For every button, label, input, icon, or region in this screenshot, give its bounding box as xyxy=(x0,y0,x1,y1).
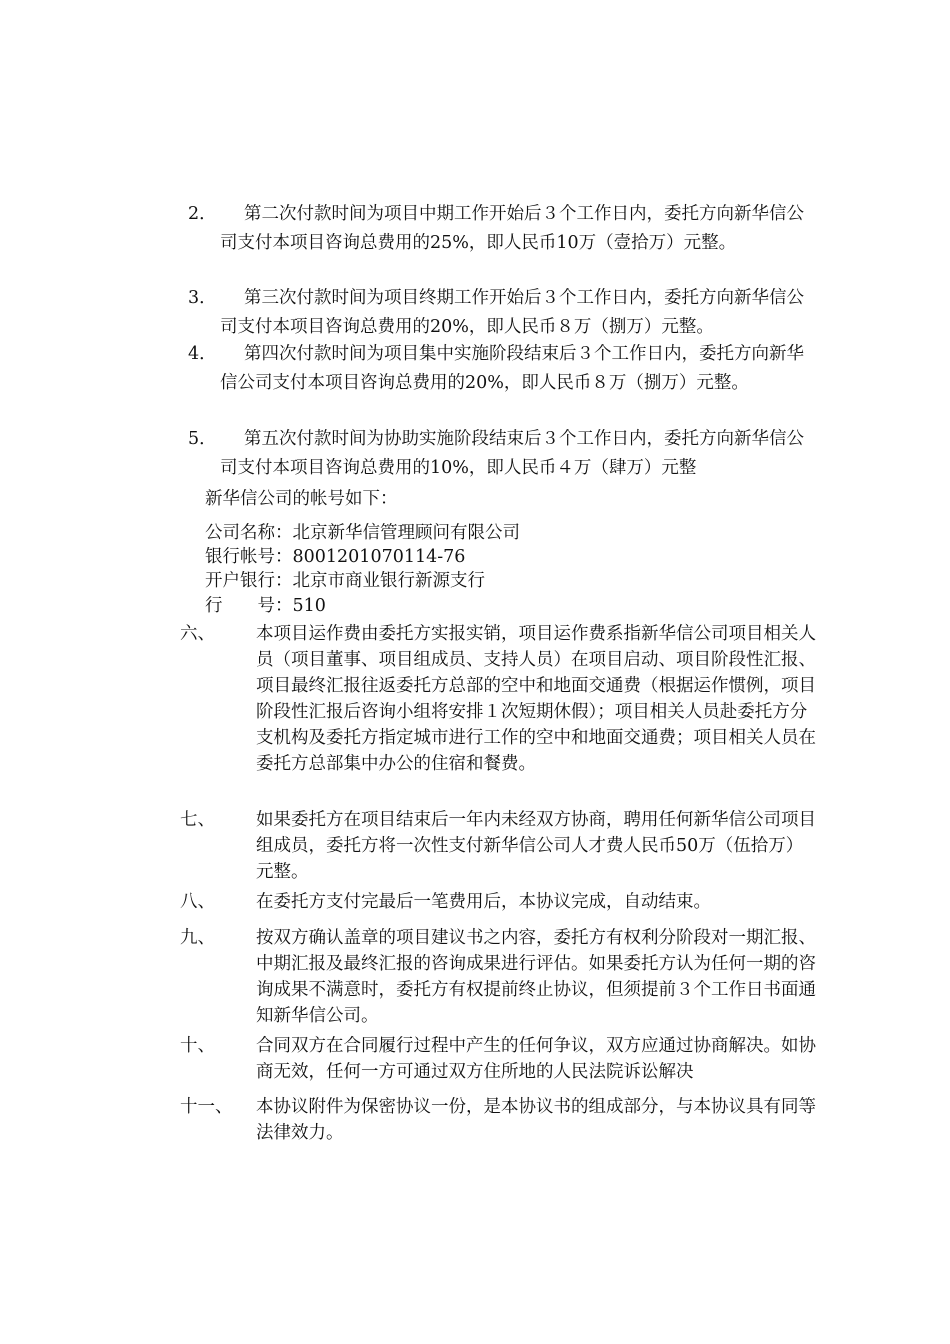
item-text: 第五次付款时间为协助实施阶段结束后３个工作日内，委托方向新华信公司支付本项目咨询总费用的10%，即人民币４万（肆万）元整 xyxy=(220,429,804,478)
clause-text: 本项目运作费由委托方实报实销，项目运作费系指新华信公司项目相关人员（项目董事、项目组成员、支持人员）在项目启动、项目阶段性汇报、项目最终汇报往返委托方总部的空中和地面交通费（根据运作惯例，项目阶段性汇报后咨询小组将安排１次短期休假）；项目相关人员赴委托方分支机构及委托方指定城市进行工作的空中和地面交通费；项目相关人员在委托方总部集中办公的住宿和餐费。 xyxy=(256,624,816,774)
clause-number: 十、 xyxy=(180,1036,215,1056)
bank-account: 银行帐号：8001201070114-76 xyxy=(205,547,466,567)
clause-number: 七、 xyxy=(180,810,215,830)
clause-6 xyxy=(180,621,820,777)
clause-number: 九、 xyxy=(180,928,215,948)
item-text: 第四次付款时间为项目集中实施阶段结束后３个工作日内，委托方向新华信公司支付本项目咨询总费用的20%，即人民币８万（捌万）元整。 xyxy=(220,344,804,393)
clause-7 xyxy=(180,807,820,885)
item-number: 3． xyxy=(188,288,217,308)
company-name: 公司名称：北京新华信管理顾问有限公司 xyxy=(205,523,520,543)
clause-9 xyxy=(180,925,820,1029)
clause-8 xyxy=(180,889,820,915)
item-number: 5． xyxy=(188,429,217,449)
payment-item-4 xyxy=(188,340,818,398)
payment-item-5 xyxy=(188,425,818,483)
item-text: 第三次付款时间为项目终期工作开始后３个工作日内，委托方向新华信公司支付本项目咨询总费用的20%，即人民币８万（捌万）元整。 xyxy=(220,288,804,337)
branch-number: 行 号：510 xyxy=(205,596,326,616)
item-text: 第二次付款时间为项目中期工作开始后３个工作日内，委托方向新华信公司支付本项目咨询总费用的25%，即人民币10万（壹拾万）元整。 xyxy=(220,204,804,253)
account-heading: 新华信公司的帐号如下： xyxy=(205,489,398,509)
clause-11 xyxy=(180,1094,820,1146)
clause-number: 十一、 xyxy=(180,1097,233,1117)
payment-item-2 xyxy=(188,200,818,258)
clause-text: 在委托方支付完最后一笔费用后，本协议完成，自动结束。 xyxy=(256,892,711,912)
clause-10 xyxy=(180,1033,820,1085)
clause-number: 八、 xyxy=(180,892,215,912)
payment-item-3 xyxy=(188,284,818,342)
clause-text: 合同双方在合同履行过程中产生的任何争议，双方应通过协商解决。如协商无效，任何一方可通过双方住所地的人民法院诉讼解决 xyxy=(256,1036,816,1082)
bank-name: 开户银行：北京市商业银行新源支行 xyxy=(205,571,485,591)
clause-text: 如果委托方在项目结束后一年内未经双方协商，聘用任何新华信公司项目组成员，委托方将一次性支付新华信公司人才费人民币50万（伍拾万）元整。 xyxy=(256,810,816,882)
item-number: 4． xyxy=(188,344,217,364)
item-number: 2． xyxy=(188,204,217,224)
clause-text: 本协议附件为保密协议一份，是本协议书的组成部分，与本协议具有同等法律效力。 xyxy=(256,1097,816,1143)
clause-number: 六、 xyxy=(180,624,215,644)
clause-text: 按双方确认盖章的项目建议书之内容，委托方有权利分阶段对一期汇报、中期汇报及最终汇报的咨询成果进行评估。如果委托方认为任何一期的咨询成果不满意时，委托方有权提前终止协议，但须提前３个工作日书面通知新华信公司。 xyxy=(256,928,816,1026)
